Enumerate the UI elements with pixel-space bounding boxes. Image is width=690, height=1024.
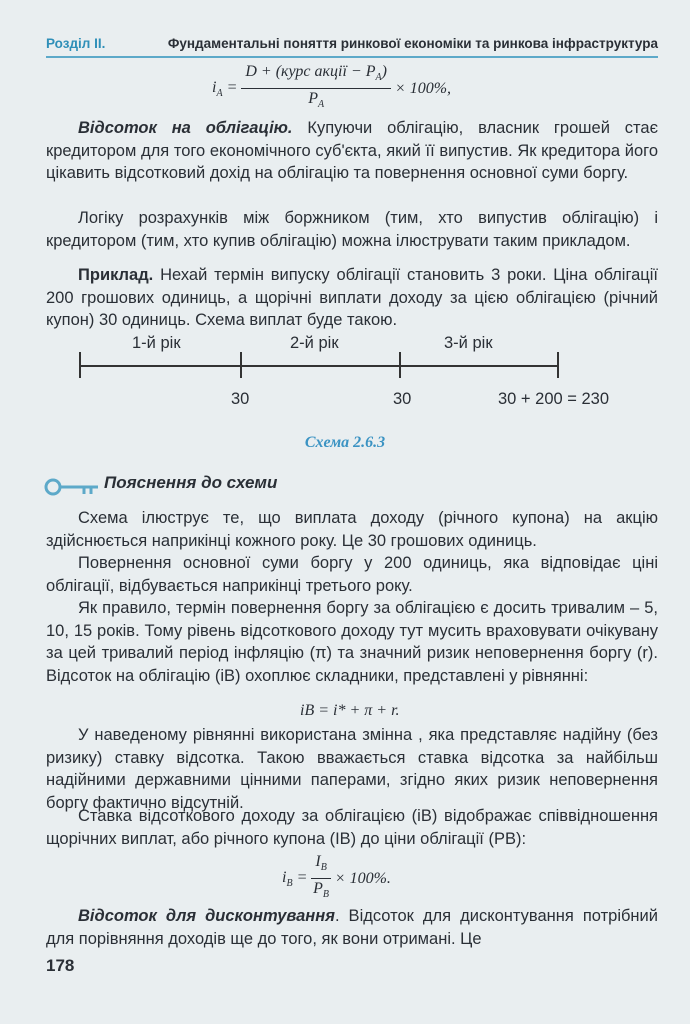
timeline-tick	[557, 352, 559, 378]
timeline-tick	[79, 352, 81, 378]
payment-year-3: 30 + 200 = 230	[498, 390, 610, 408]
formula-stock-yield: $i_A$ = $\frac{D + (курс акції - P_A)}{P_A}$ × 100%,	[212, 63, 452, 111]
paragraph-logic: Логіку розрахунків між боржником (тим, хто випустив облігацію) і кредитором (тим, хто купив облігацію) можна ілюструвати таким прикладом.	[46, 209, 658, 250]
year-2-label: 2-й рік	[290, 334, 339, 352]
formula-bond-rate: $i_B$ = $\frac{I_B}{P_B}$ × 100%.	[282, 853, 391, 901]
payment-year-1: 30	[231, 390, 250, 408]
running-header	[46, 36, 658, 58]
timeline-tick	[240, 352, 242, 378]
page-number: 178	[46, 956, 75, 975]
year-3-label: 3-й рік	[444, 334, 493, 352]
paragraph-explanation-1: Схема ілюструє те, що виплата доходу (річного купона) на акцію здійснюється наприкінці кожного року. Це 30 грошових одиниць.	[46, 509, 658, 550]
paragraph-explanation-3: Як правило, термін повернення боргу за облігацією є досить тривалим – 5, 10, 15 років. Тому рівень відсоткового доходу тут мусить враховувати очікувану за цей тривалий період інфляцію (π) та значний ризик неповернення боргу (r). Відсоток на облігацію (iB) охоплює складники, представлені у рівнянні:	[46, 599, 658, 685]
paragraph-explanation-4: У наведеному рівнянні використана змінна , яка представляє надійну (без ризику) ставку відсотка. Такою вважається ставка відсотка за найбільш надійними державними цінними паперами, згідно яких ризик неповернення боргу фактично відсутній.	[46, 726, 658, 812]
paragraph-explanation-2: Повернення основної суми боргу у 200 одиниць, яка відповідає ціні облігації, відбувається наприкінці третього року.	[46, 554, 658, 595]
explanation-heading: Пояснення до схеми	[104, 473, 278, 492]
chapter-title: Фундаментальні поняття ринкової економіки та ринкова інфраструктура	[167, 36, 658, 51]
timeline-axis	[80, 365, 558, 367]
paragraph-explanation-5: Ставка відсоткового доходу за облігацією (iB) відображає співвідношення щорічних виплат, або річного купона (IB) до ціни облігації (PB):	[46, 807, 658, 848]
paragraph-discount-rate: Відсоток для дисконтування. Відсоток для дисконтування потрібний для порівняння доходів ще до того, як вони отримані. Це	[46, 907, 658, 948]
key-icon	[44, 476, 100, 498]
year-1-label: 1-й рік	[132, 334, 181, 352]
formula-bond-rate-components: iB = i* + π + r.	[300, 702, 400, 719]
paragraph-example: Приклад. Нехай термін випуску облігації становить 3 роки. Ціна облігації 200 грошових одиниць, а щорічні виплати доходу за цією облігацією (річний купон) 30 одиниць. Схема виплат буде такою.	[46, 266, 658, 330]
timeline-tick	[399, 352, 401, 378]
paragraph-bond-interest: Відсоток на облігацію. Купуючи облігацію, власник грошей стає кредитором для того економічного суб'єкта, який її випустив. Як кредитора його цікавить відсотковий дохід на облігацію та повернення основної суми боргу.	[46, 119, 658, 183]
payment-year-2: 30	[393, 390, 412, 408]
figure-caption: Схема 2.6.3	[304, 434, 386, 451]
section-label: Розділ ІІ.	[46, 36, 106, 51]
